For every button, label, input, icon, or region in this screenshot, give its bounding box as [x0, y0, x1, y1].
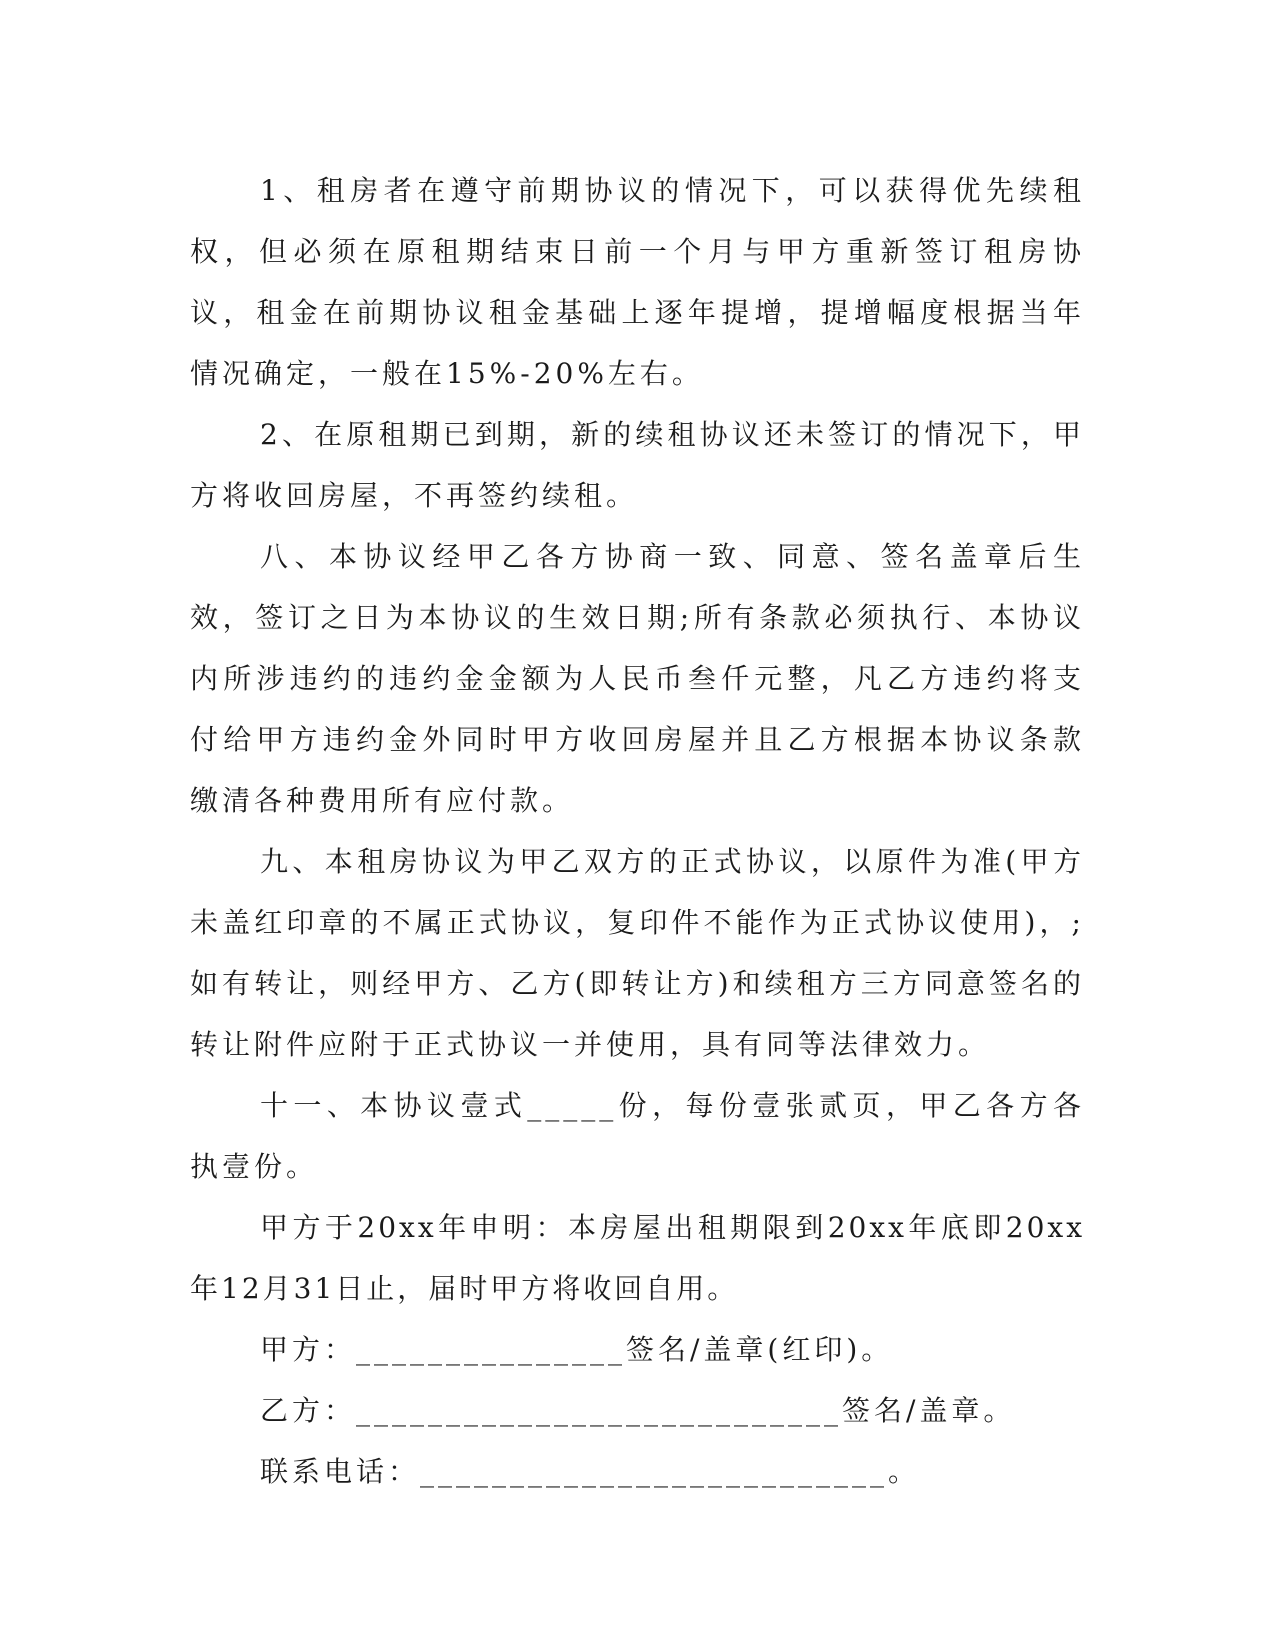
clause-nine-formal-agreement: 九、本租房协议为甲乙双方的正式协议，以原件为准(甲方未盖红印章的不属正式协议，复印件不能作为正式协议使用)，;如有转让，则经甲方、乙方(即转让方)和续租方三方同意签名的转让附件应附于正式协议一并使用，具有同等法律效力。	[190, 845, 1085, 1061]
clause-eleven-copies: 十一、本协议壹式_____份，每份壹张贰页，甲乙各方各执壹份。	[190, 1089, 1085, 1183]
document-body	[190, 160, 1085, 1502]
landlord-declaration: 甲方于20xx年申明：本房屋出租期限到20xx年底即20xx年12月31日止，届时甲方将收回自用。	[190, 1211, 1085, 1305]
contact-phone: 联系电话：__________________________。	[260, 1455, 921, 1488]
party-b-signature: 乙方：___________________________签名/盖章。	[260, 1394, 1016, 1427]
clause-renewal-expired: 2、在原租期已到期，新的续租协议还未签订的情况下，甲方将收回房屋，不再签约续租。	[190, 418, 1085, 512]
party-a-signature: 甲方：_______________签名/盖章(红印)。	[260, 1333, 894, 1366]
clause-renewal-priority: 1、租房者在遵守前期协议的情况下，可以获得优先续租权，但必须在原租期结束日前一个月与甲方重新签订租房协议，租金在前期协议租金基础上逐年提增，提增幅度根据当年情况确定，一般在15%-20%左右。	[190, 174, 1085, 390]
clause-eight-effectiveness: 八、本协议经甲乙各方协商一致、同意、签名盖章后生效，签订之日为本协议的生效日期;所有条款必须执行、本协议内所涉违约的违约金金额为人民币叁仟元整，凡乙方违约将支付给甲方违约金外同时甲方收回房屋并且乙方根据本协议条款缴清各种费用所有应付款。	[190, 540, 1085, 817]
